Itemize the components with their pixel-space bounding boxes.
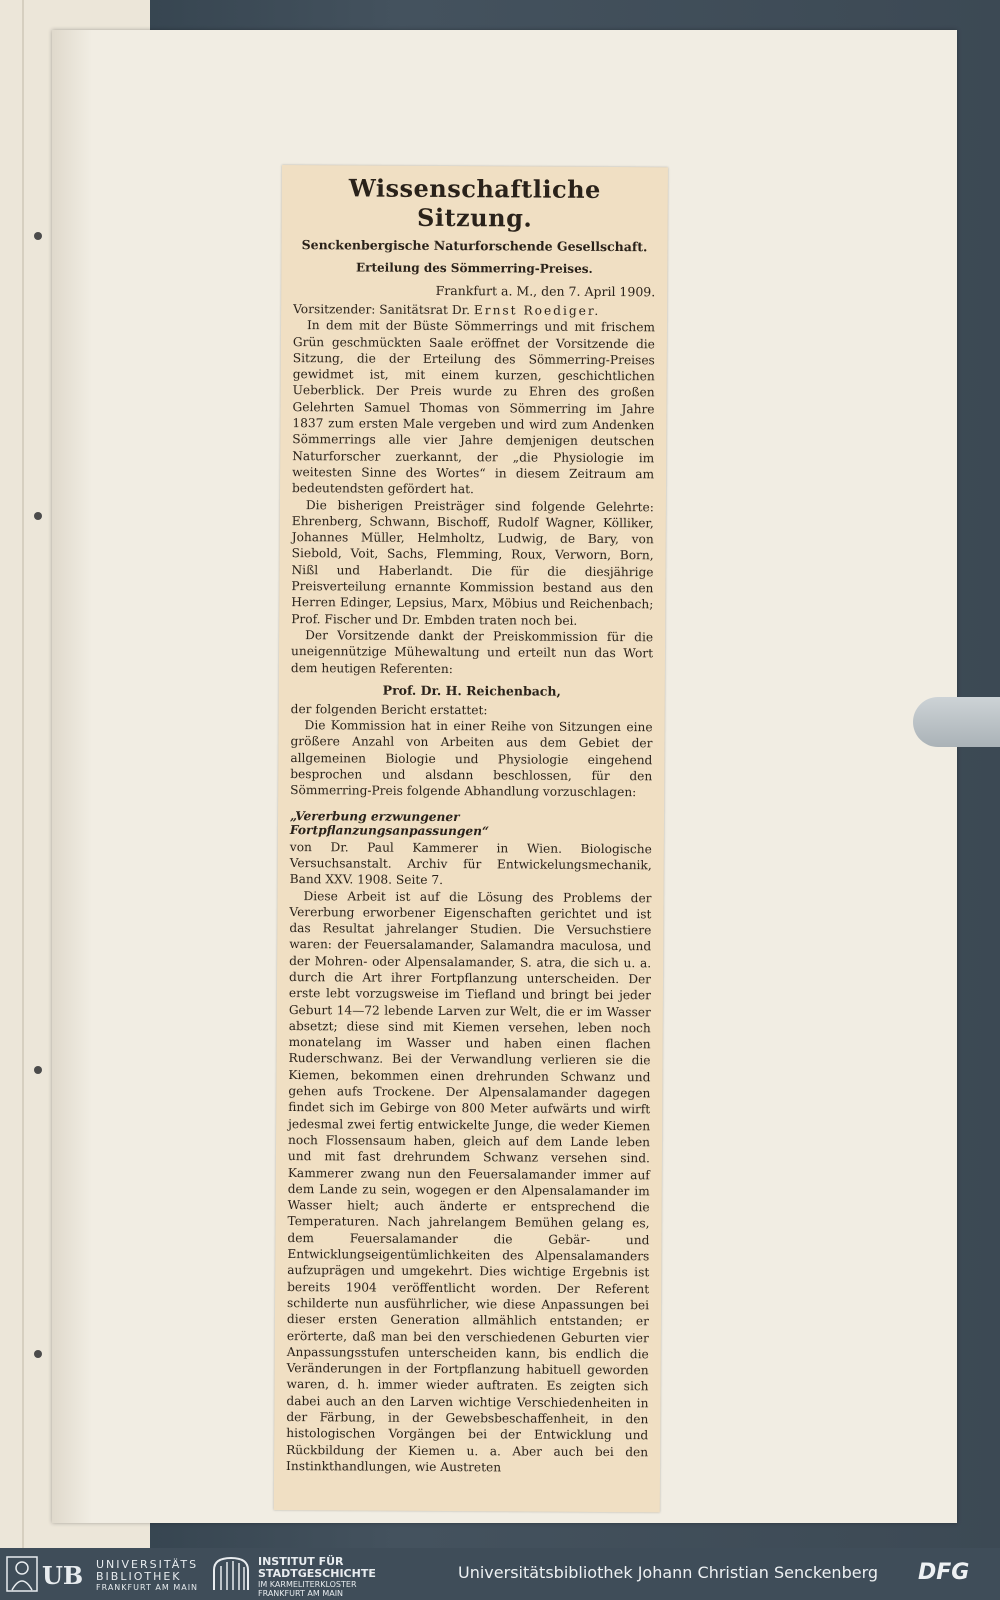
paragraph-7: Diese Arbeit ist auf die Lösung des Problems der Vererbung erworbener Eigenschaften gerichtet und ist das Resultat jahrelanger Studien. Die Versuchstiere waren: der Feuersalamander, Salamandra maculosa, und der Mohren- oder Alpensalamander, S. atra, die sich u. a. durch die Art ihrer Fortpflanzung unterscheiden. Der erste lebt vorzugsweise im Tiefland und bringt bei jeder Geburt 14—72 lebende Larven zur Welt, die er im Wasser absetzt; diese sind mit Kiemen versehen, leben noch monatelang im Wasser und haben einen flachen Ruderschwanz. Bei der Verwandlung verlieren sie die Kiemen, bekommen einen drehrunden Schwanz und gehen aufs Trockene. Der Alpensalamander dagegen findet sich im Gebirge von 800 Meter aufwärts und wirft jedesmal zwei fertig entwickelte Junge, die weder Kiemen noch Flossensaum haben, gleich auf dem Lande leben und mit fast drehrundem Schwanz versehen sind. Kammerer zwang nun den Feuersalamander immer auf dem Lande zu sein, wogegen er den Alpensalamander im Wasser hielt; auch änderte er entsprechend die Temperaturen. Nach jahrelangem Bemühen gelang es, dem Feuersalamander die Gebär- und Entwicklungseigentümlichkeiten des Alpensalamanders aufzuprägen und umgekehrt. Dies wichtige Ergebnis ist bereits 1904 veröffentlicht worden. Der Referent schilderte nun ausführlicher, wie diese Anpassungen bei dieser ersten Generation allmählich entstanden; er erörterte, daß man bei den verschiedenen Geburten vier Anpassungsstufen unterscheiden kann, bis endlich die Veränderungen in der Fortpflanzung habituell geworden waren, d. h. immer wieder auftraten. Es zeigten sich dabei auch an den Larven wichtige Verschiedenheiten in der Färbung, in der Gewebsbeschaffenheit, in den histologischen Vorgängen bei der Entwicklung und Rückbildung der Kiemen u. a. Aber auch bei den Instinkthandlungen, wie Austreten — [286, 888, 652, 1475]
speaker-name: Prof. Dr. H. Reichenbach, — [382, 682, 561, 699]
society-name: Senckenbergische Naturforschende Gesellschaft. — [301, 237, 648, 255]
chair-name: Ernst Roediger. — [473, 303, 601, 318]
clipping-headline: Wissenschaftliche Sitzung. — [348, 173, 601, 233]
ub-line-3: FRANKFURT AM MAIN — [96, 1583, 199, 1592]
board-shadow — [52, 30, 92, 1523]
clipping-subtitle: Erteilung des Sömmerring-Preises. — [356, 260, 593, 276]
isg-wordmark — [258, 1556, 376, 1598]
isg-line-4: FRANKFURT AM MAIN — [258, 1589, 344, 1598]
page-fold-line — [22, 0, 24, 1548]
ub-mark: UB — [42, 1561, 84, 1590]
ub-logo-icon — [6, 1556, 90, 1592]
paragraph-1: In dem mit der Büste Sömmerrings und mit frischem Grün geschmückten Saale eröffnet der Vorsitzende die Sitzung, die der Erteilung des Sömmerring-Preises gewidmet ist, mit einem kurzen, geschichtlichen Ueberblick. Der Preis wurde zu Ehren des großen Gelehrten Samuel Thomas von Sömmerring im Jahre 1837 zum ersten Male vergeben und wird zum Andenken Sömmerrings alle vier Jahre demjenigen deutschen Naturforscher zuerkannt, der „die Physiologie im weitesten Sinne des Wortes“ in diesem Zeitraum am bedeutendsten gefördert hat. — [291, 318, 656, 497]
isg-line-1: INSTITUT FÜR — [258, 1555, 344, 1568]
ub-wordmark — [96, 1559, 198, 1593]
binding-hole — [34, 512, 42, 520]
binding-hole — [34, 232, 42, 240]
paragraph-5: Die Kommission hat in einer Reihe von Sitzungen eine größere Anzahl von Arbeiten aus dem Gebiet der allgemeinen Biologie und Physiologie eingehend besprochen und alsdann beschlossen, für den Sömmerring-Preis folgende Abhandlung vorzuschlagen: — [290, 718, 653, 800]
isg-logo-icon — [212, 1556, 250, 1592]
binding-hole — [34, 1350, 42, 1358]
work-title: „Vererbung erzwungener Fortpflanzungsanpassungen“ — [289, 808, 490, 838]
paragraph-6: von Dr. Paul Kammerer in Wien. Biologische Versuchsanstalt. Archiv für Entwickelungsmechanik, Band XXV. 1908. Seite 7. — [289, 839, 652, 888]
page-tab — [913, 697, 1000, 747]
footer-bar — [0, 1548, 1000, 1600]
dfg-logo: DFG — [918, 1560, 970, 1585]
dateline: Frankfurt a. M., den 7. April 1909. — [435, 282, 656, 300]
paragraph-2: Die bisherigen Preisträger sind folgende Gelehrte: Ehrenberg, Schwann, Bischoff, Rudolf Wagner, Kölliker, Johannes Müller, Helmholtz, Ludwig, de Bary, von Siebold, Voit, Sachs, Flemming, Roux, Verworn, Born, Nißl und Haberlandt. Die für die diesjährige Preisverteilung ernannte Kommission bestand aus den Herren Edinger, Lepsius, Marx, Möbius und Reichenbach; Prof. Fischer und Dr. Embden traten noch bei. — [291, 497, 654, 628]
newspaper-clipping — [274, 165, 668, 1512]
library-name: Universitätsbibliothek Johann Christian Senckenberg — [458, 1563, 879, 1582]
paragraph-4: der folgenden Bericht erstattet: — [290, 701, 488, 718]
ub-line-1: UNIVERSITÄTS — [96, 1558, 199, 1571]
paragraph-3: Der Vorsitzende dankt der Preiskommission für die uneigennützige Mühewaltung und erteilt nun das Wort dem heutigen Referenten: — [290, 628, 654, 676]
binding-hole — [34, 1066, 42, 1074]
chair-label: Vorsitzender: Sanitätsrat Dr. — [293, 302, 471, 318]
isg-line-3: IM KARMELITERKLOSTER — [258, 1580, 357, 1589]
isg-line-2: STADTGESCHICHTE — [258, 1567, 376, 1580]
ub-line-2: BIBLIOTHEK — [96, 1570, 182, 1583]
